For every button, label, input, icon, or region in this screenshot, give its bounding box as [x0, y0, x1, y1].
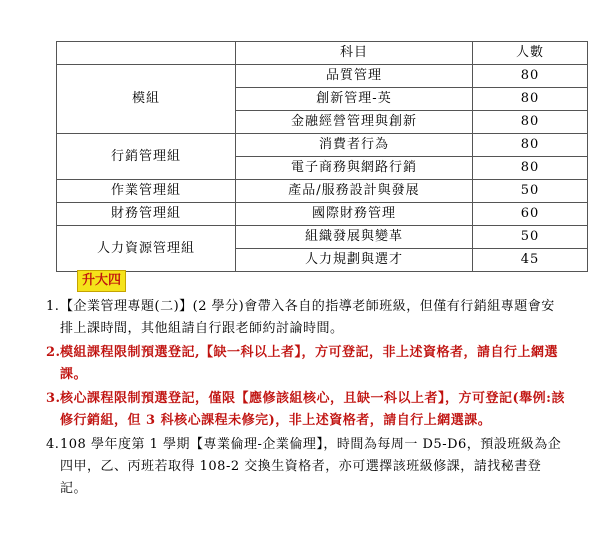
- list-item: [46, 434, 566, 500]
- course-table: [56, 41, 588, 272]
- course-count: 45: [473, 249, 588, 272]
- course-count: 80: [473, 111, 588, 134]
- course-name: 消費者行為: [236, 134, 473, 157]
- table-row: [57, 226, 588, 249]
- note-text: 108 學年度第 1 學期【專業倫理-企業倫理】，時間為每周一 D5-D6，預設班級為企四甲，乙、丙班若取得 108-2 交換生資格者，亦可選擇該班級修課，請找秘書登記。: [60, 437, 562, 496]
- course-count: 80: [473, 157, 588, 180]
- header-subject: 科目: [236, 42, 473, 65]
- table-row: [57, 180, 588, 203]
- table-row: [57, 65, 588, 88]
- note-number: 3.: [46, 391, 61, 406]
- list-item: [46, 388, 566, 432]
- course-count: 60: [473, 203, 588, 226]
- course-name: 創新管理-英: [236, 88, 473, 111]
- header-spacer: [57, 42, 236, 65]
- note-text: 模組課程限制預選登記,【缺一科以上者】，方可登記，非上述資格者，請自行上網選課。: [60, 345, 559, 382]
- course-count: 80: [473, 134, 588, 157]
- note-number: 2.: [46, 345, 61, 360]
- course-count: 80: [473, 88, 588, 111]
- course-name: 組織發展與變革: [236, 226, 473, 249]
- note-text: 核心課程限制預選登記，僅限【應修該組核心，且缺一科以上者】，方可登記(舉例:該修行銷組，但 3 科核心課程未修完)，非上述資格者，請自行上網選課。: [60, 391, 565, 428]
- table-row: [57, 203, 588, 226]
- course-count: 50: [473, 180, 588, 203]
- course-count: 50: [473, 226, 588, 249]
- section-tag: 升大四: [77, 270, 126, 292]
- note-text: 【企業管理專題(二)】(2 學分)會帶入各自的指導老師班級，但僅有行銷組專題會安排上課時間，其他組請自行跟老師約討論時間。: [60, 299, 555, 336]
- notes-list: [46, 296, 566, 502]
- table-header-row: [57, 42, 588, 65]
- course-name: 產品/服務設計與發展: [236, 180, 473, 203]
- course-name: 品質管理: [236, 65, 473, 88]
- group-name: 行銷管理組: [57, 134, 236, 180]
- course-count: 80: [473, 65, 588, 88]
- note-number: 4.: [46, 437, 60, 452]
- course-name: 人力規劃與選才: [236, 249, 473, 272]
- note-number: 1.: [46, 299, 60, 314]
- group-name: 作業管理組: [57, 180, 236, 203]
- list-item: [46, 296, 566, 340]
- group-name: 模組: [57, 65, 236, 134]
- header-count: 人數: [473, 42, 588, 65]
- group-name: 人力資源管理組: [57, 226, 236, 272]
- table-row: [57, 134, 588, 157]
- list-item: [46, 342, 566, 386]
- course-name: 金融經營管理與創新: [236, 111, 473, 134]
- course-name: 國際財務管理: [236, 203, 473, 226]
- course-name: 電子商務與網路行銷: [236, 157, 473, 180]
- group-name: 財務管理組: [57, 203, 236, 226]
